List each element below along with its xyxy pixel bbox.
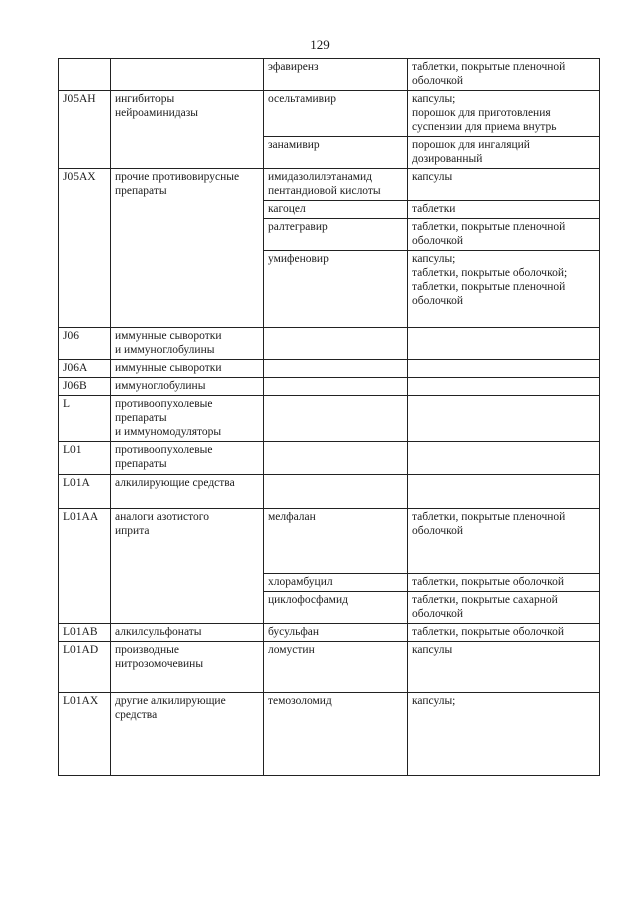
drug-name-cell: хлорамбуцил	[264, 574, 408, 592]
dosage-form-cell: таблетки, покрытые оболочкой	[408, 624, 600, 642]
dosage-form-cell: таблетки, покрытые оболочкой	[408, 574, 600, 592]
group-cell: алкилирующие средства	[111, 475, 264, 509]
group-cell: другие алкилирующие средства	[111, 693, 264, 776]
atc-code-cell: J05AX	[59, 169, 111, 328]
dosage-form-cell: таблетки, покрытые пленочной оболочкой	[408, 219, 600, 251]
atc-code-cell: L01AD	[59, 642, 111, 693]
drug-name-cell	[264, 328, 408, 360]
group-cell: ингибиторы нейроаминидазы	[111, 91, 264, 169]
table-row	[59, 624, 600, 642]
atc-code-cell: J06A	[59, 360, 111, 378]
group-cell: аналоги азотистого иприта	[111, 509, 264, 624]
drug-name-cell: мелфалан	[264, 509, 408, 574]
atc-code-cell: J06B	[59, 378, 111, 396]
dosage-form-cell	[408, 378, 600, 396]
drug-table	[58, 58, 600, 776]
dosage-form-cell: капсулы; порошок для приготовления суспензии для приема внутрь	[408, 91, 600, 137]
dosage-form-cell	[408, 396, 600, 442]
atc-code-cell: J05AH	[59, 91, 111, 169]
drug-name-cell	[264, 396, 408, 442]
dosage-form-cell: таблетки, покрытые пленочной оболочкой	[408, 509, 600, 574]
drug-name-cell: темозоломид	[264, 693, 408, 776]
table-row	[59, 59, 600, 91]
table-row	[59, 642, 600, 693]
atc-code-cell: L01AA	[59, 509, 111, 624]
dosage-form-cell: порошок для ингаляций дозированный	[408, 137, 600, 169]
group-cell: иммунные сыворотки и иммуноглобулины	[111, 328, 264, 360]
table-row	[59, 328, 600, 360]
group-cell: алкилсульфонаты	[111, 624, 264, 642]
atc-code-cell: L01AX	[59, 693, 111, 776]
drug-name-cell	[264, 378, 408, 396]
dosage-form-cell: таблетки	[408, 201, 600, 219]
atc-code-cell	[59, 59, 111, 91]
dosage-form-cell: капсулы	[408, 642, 600, 693]
dosage-form-cell	[408, 475, 600, 509]
drug-name-cell: ломустин	[264, 642, 408, 693]
table-row	[59, 396, 600, 442]
dosage-form-cell: капсулы;	[408, 693, 600, 776]
drug-name-cell: циклофосфамид	[264, 592, 408, 624]
drug-name-cell: занамивир	[264, 137, 408, 169]
drug-name-cell: осельтамивир	[264, 91, 408, 137]
group-cell: противоопухолевые препараты и иммуномодуляторы	[111, 396, 264, 442]
table-row	[59, 360, 600, 378]
table-row	[59, 475, 600, 509]
dosage-form-cell: таблетки, покрытые пленочной оболочкой	[408, 59, 600, 91]
atc-code-cell: L	[59, 396, 111, 442]
table-row	[59, 169, 600, 201]
table-row	[59, 378, 600, 396]
table-row	[59, 509, 600, 574]
drug-name-cell: эфавиренз	[264, 59, 408, 91]
drug-name-cell	[264, 475, 408, 509]
group-cell	[111, 59, 264, 91]
group-cell: производные нитрозомочевины	[111, 642, 264, 693]
dosage-form-cell: капсулы	[408, 169, 600, 201]
atc-code-cell: L01AB	[59, 624, 111, 642]
group-cell: иммуноглобулины	[111, 378, 264, 396]
group-cell: иммунные сыворотки	[111, 360, 264, 378]
page-number: 129	[310, 37, 330, 52]
drug-name-cell: имидазолилэтанамид пентандиовой кислоты	[264, 169, 408, 201]
dosage-form-cell: таблетки, покрытые сахарной оболочкой	[408, 592, 600, 624]
table-row	[59, 91, 600, 137]
drug-name-cell: бусульфан	[264, 624, 408, 642]
atc-code-cell: L01A	[59, 475, 111, 509]
group-cell: прочие противовирусные препараты	[111, 169, 264, 328]
drug-name-cell: умифеновир	[264, 251, 408, 328]
dosage-form-cell: капсулы; таблетки, покрытые оболочкой; таблетки, покрытые пленочной оболочкой	[408, 251, 600, 328]
drug-name-cell: ралтегравир	[264, 219, 408, 251]
atc-code-cell: J06	[59, 328, 111, 360]
table-row	[59, 693, 600, 776]
dosage-form-cell	[408, 442, 600, 475]
drug-name-cell: кагоцел	[264, 201, 408, 219]
atc-code-cell: L01	[59, 442, 111, 475]
group-cell: противоопухолевые препараты	[111, 442, 264, 475]
drug-name-cell	[264, 360, 408, 378]
dosage-form-cell	[408, 328, 600, 360]
dosage-form-cell	[408, 360, 600, 378]
drug-name-cell	[264, 442, 408, 475]
table-row	[59, 442, 600, 475]
